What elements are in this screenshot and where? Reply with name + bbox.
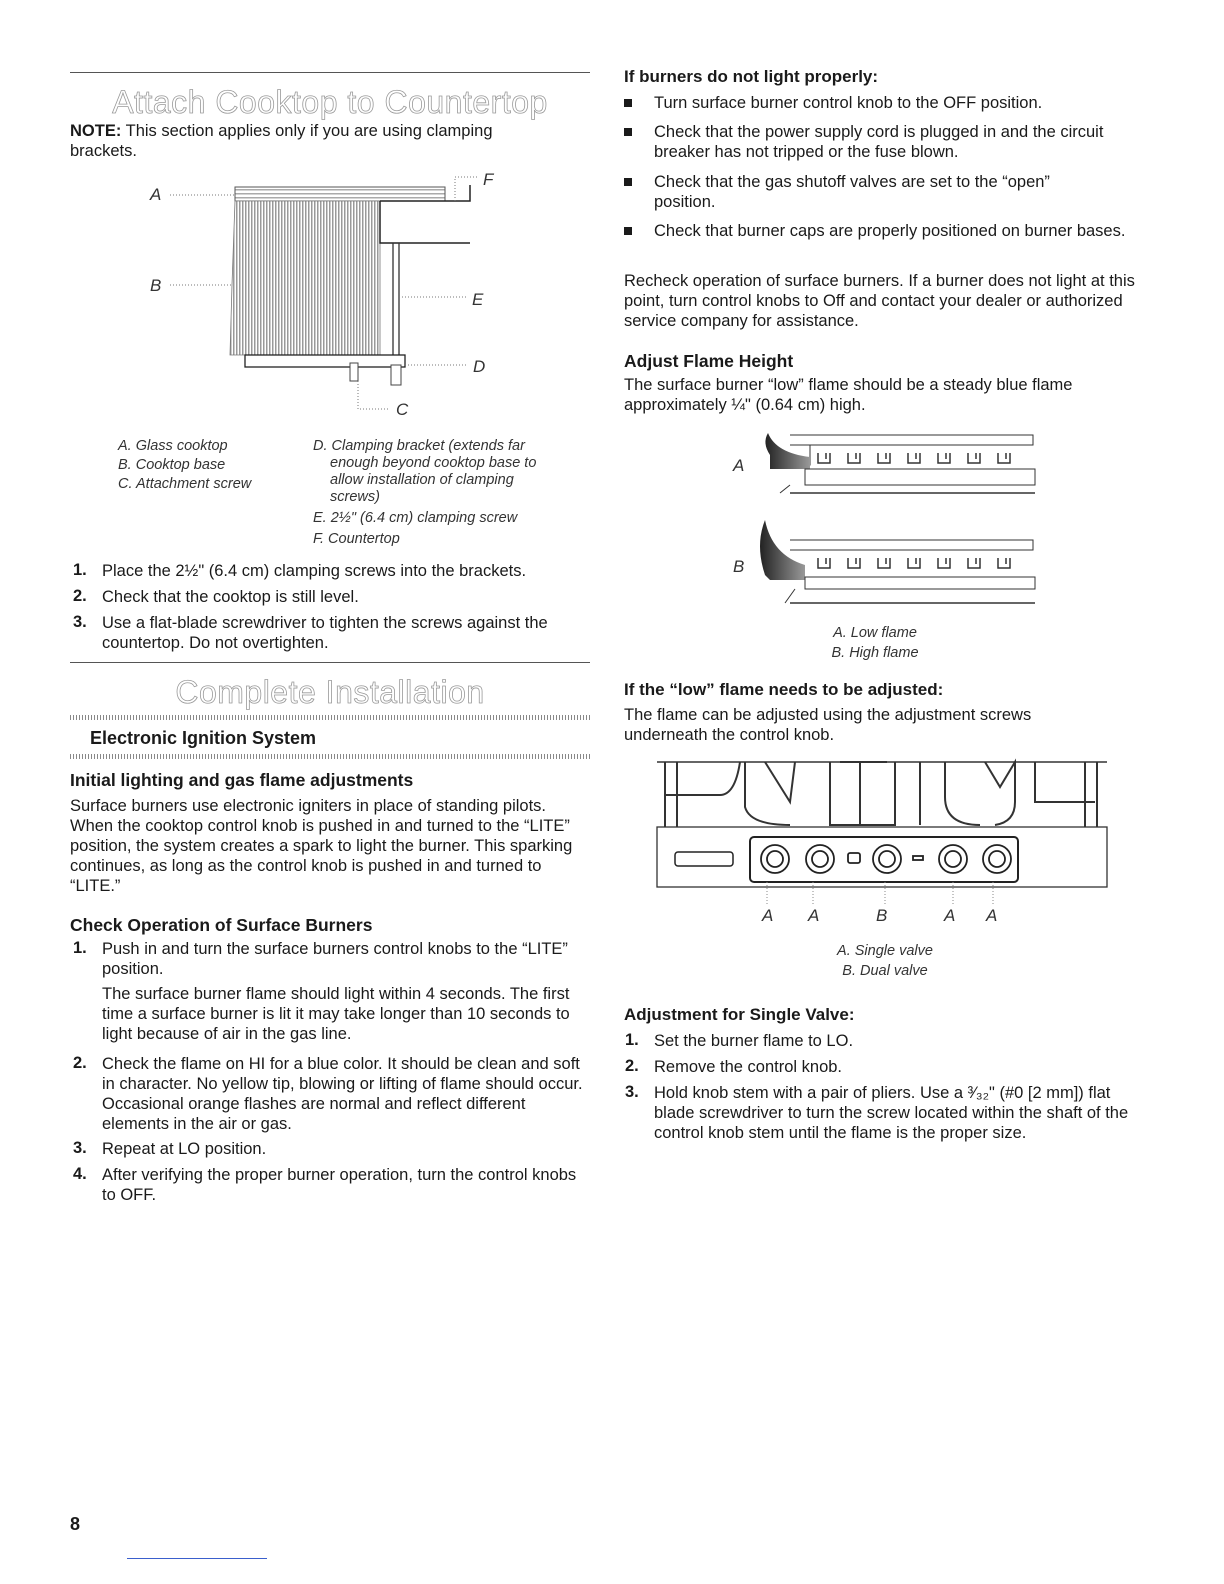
- step-number: 3.: [625, 1083, 639, 1101]
- legend-item: E. 2½" (6.4 cm) clamping screw: [313, 510, 518, 526]
- section2-top-rule: [70, 662, 590, 663]
- step-number: 1.: [73, 561, 87, 579]
- low-flame-heading: If the “low” flame needs to be adjusted:: [624, 680, 944, 699]
- step-number: 2.: [625, 1057, 639, 1075]
- legend-item: C. Attachment screw: [118, 476, 252, 492]
- step-text: The surface burner flame should light within 4 seconds. The first time a surface burner is lit it may take longer than 10 seconds to light because of air in the gas line.: [102, 985, 570, 1043]
- caption-item: B. High flame: [831, 645, 919, 661]
- legend-item: B. Cooktop base: [118, 457, 226, 473]
- initial-lighting-heading: Initial lighting and gas flame adjustments: [70, 770, 414, 790]
- step-text: Hold knob stem with a pair of pliers. Use a ³⁄₃₂" (#0 [2 mm]) flat blade screwdriver to turn the screw located within the shaft of the control knob stem until the flame is the proper size.: [654, 1084, 1129, 1142]
- control-panel-diagram: [655, 757, 1110, 907]
- step-text: Place the 2½" (6.4 cm) clamping screws into the brackets.: [102, 562, 527, 580]
- flame-label-a: A: [733, 456, 745, 475]
- bullet-text: Check that the gas shutoff valves are set to the “open” position.: [654, 173, 1050, 211]
- low-flame-burner: [765, 433, 1035, 493]
- bullet-text: Check that burner caps are properly positioned on burner bases.: [654, 222, 1126, 240]
- page-number: 8: [70, 1514, 81, 1534]
- fig1-label-b: B: [150, 276, 162, 295]
- subsection-title: Electronic Ignition System: [90, 728, 317, 748]
- step-number: 3.: [73, 1139, 87, 1157]
- glass-cooktop-shape: [235, 187, 445, 201]
- step-number: 2.: [73, 587, 87, 605]
- clamping-bracket-diagram: [140, 165, 520, 435]
- step-text: Repeat at LO position.: [102, 1140, 267, 1158]
- legend-item: D. Clamping bracket (extends far enough beyond cooktop base to allow installation of clamping screws): [313, 438, 537, 505]
- attachment-screw-shape: [350, 363, 358, 381]
- footer-rule: [127, 1558, 267, 1559]
- section1-title: Attach Cooktop to Countertop: [112, 84, 548, 120]
- adjust-flame-text: The surface burner “low” flame should be a steady blue flame approximately ¼" (0.64 cm) high.: [624, 376, 1073, 414]
- flame-height-diagram: [750, 425, 1050, 610]
- caption-item: A. Single valve: [837, 943, 933, 959]
- step-text: Push in and turn the surface burners control knobs to the “LITE” position.: [102, 940, 568, 978]
- bullet-marker: [624, 99, 632, 107]
- step-number: 3.: [73, 613, 87, 631]
- note-text: This section applies only if you are using clamping brackets.: [70, 122, 493, 160]
- valve-label: A: [808, 906, 820, 925]
- fig1-label-a: A: [150, 185, 162, 204]
- fig1-label-e: E: [472, 290, 484, 309]
- subsection-band-bottom: [70, 754, 590, 759]
- bullet-text: Check that the power supply cord is plugged in and the circuit breaker has not tripped or the fuse blown.: [654, 123, 1104, 161]
- step-text: Remove the control knob.: [654, 1058, 843, 1076]
- clamping-bracket-shape: [245, 355, 405, 367]
- step-text: Set the burner flame to LO.: [654, 1032, 854, 1050]
- valve-label: A: [762, 906, 774, 925]
- burners-heading: If burners do not light properly:: [624, 67, 879, 86]
- caption-item: A. Low flame: [833, 625, 917, 641]
- step-number: 1.: [625, 1031, 639, 1049]
- step-number: 2.: [73, 1054, 87, 1072]
- bullet-marker: [624, 178, 632, 186]
- bullet-marker: [624, 227, 632, 235]
- bullet-marker: [624, 128, 632, 136]
- check-operation-heading: Check Operation of Surface Burners: [70, 915, 373, 935]
- legend-item: F. Countertop: [313, 531, 400, 547]
- single-valve-heading: Adjustment for Single Valve:: [624, 1005, 855, 1024]
- step-text: After verifying the proper burner operation, turn the control knobs to OFF.: [102, 1166, 577, 1204]
- recheck-text: Recheck operation of surface burners. If a burner does not light at this point, turn control knobs to Off and contact your dealer or authorized service company for assistance.: [624, 272, 1135, 330]
- legend-item: A. Glass cooktop: [118, 438, 228, 454]
- section2-title: Complete Installation: [175, 674, 485, 710]
- step-text: Check that the cooktop is still level.: [102, 588, 359, 606]
- bullet-text: Turn surface burner control knob to the OFF position.: [654, 94, 1043, 112]
- section1-top-rule: [70, 72, 590, 73]
- caption-item: B. Dual valve: [842, 963, 928, 979]
- flame-captions: [800, 625, 950, 662]
- fig1-legend-right: [313, 438, 553, 548]
- fig1-label-d: D: [473, 357, 486, 376]
- adjust-flame-heading: Adjust Flame Height: [624, 351, 794, 371]
- subsection-band-top: [70, 715, 590, 720]
- high-flame-burner: [760, 520, 1035, 603]
- fig1-legend-left: [118, 438, 293, 493]
- cooktop-base-shape: [230, 201, 380, 355]
- note-label: NOTE:: [70, 122, 122, 140]
- step-number: 4.: [73, 1165, 87, 1183]
- fig1-label-f: F: [483, 170, 494, 189]
- valve-label: B: [876, 906, 888, 925]
- note-paragraph: [70, 121, 540, 161]
- valve-label: A: [944, 906, 956, 925]
- fig1-label-c: C: [396, 400, 409, 419]
- valve-label: A: [986, 906, 998, 925]
- initial-lighting-text: Surface burners use electronic igniters in place of standing pilots. When the cooktop control knob is pushed in and turned to the “LITE” position, the system creates a spark to light the burner. This sparking continues, as long as the control knob is pushed in and turned to “LITE.”: [70, 797, 573, 895]
- flame-label-b: B: [733, 557, 745, 576]
- valve-captions: [810, 943, 960, 980]
- step-number: 1.: [73, 939, 87, 957]
- step-text: Check the flame on HI for a blue color. It should be clean and soft in character. No yellow tip, blowing or lifting of flame should occur. Occasional orange flashes are normal and reflect different elements in the air or gas.: [102, 1055, 583, 1133]
- step-text: Use a flat-blade screwdriver to tighten the screws against the countertop. Do not overtighten.: [102, 614, 548, 652]
- low-flame-text: The flame can be adjusted using the adjustment screws underneath the control knob.: [624, 706, 1032, 744]
